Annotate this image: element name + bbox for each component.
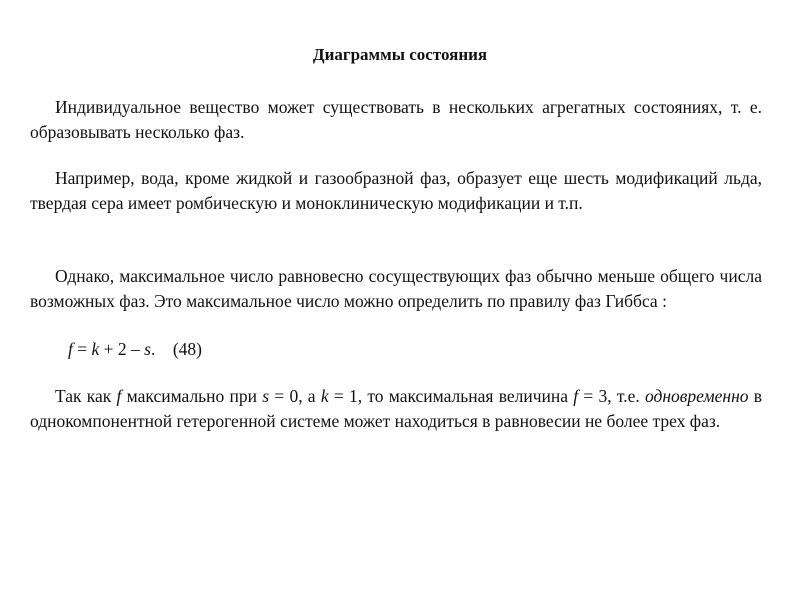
conclusion-var-s: s [262,386,270,406]
page-title: Диаграммы состояния [312,45,488,64]
conclusion-text-3: = 0, а [269,386,321,406]
formula-dot: . [150,339,156,359]
conclusion-var-k: k [320,386,329,406]
conclusion-var-f2: f [573,386,579,406]
formula-number: (48) [172,339,202,359]
conclusion-text-5: = 3, т.е. [578,386,645,406]
gibbs-phase-rule-formula [68,337,202,361]
conclusion-var-f1: f [116,386,122,406]
formula-equals: = [72,339,92,359]
conclusion-text-2: максимально при [121,386,263,406]
formula-s: s [144,339,151,359]
conclusion-emphasis: одновременно [644,386,749,406]
conclusion-text-6: в однокомпонентной гетерогенной системе может находиться в равновесии не более трех фаз. [30,386,763,431]
paragraph-water-example: Например, вода, кроме жидкой и газообразной фаз, образует еще шесть модификаций льда, твердая сера имеет ромбическую и моноклиническую модификации и т.п. [30,168,762,213]
paragraph-conclusion [30,384,762,433]
conclusion-text-1: Так как [55,386,117,406]
formula-k: k [91,339,100,359]
conclusion-text-4: = 1, то максимальная величина [328,386,574,406]
paragraph-phases-intro: Индивидуальное вещество может существовать в нескольких агрегатных состояниях, т. е. образовывать несколько фаз. [30,97,762,142]
formula-f: f [68,339,73,359]
formula-plus-two-minus: + 2 – [99,339,145,359]
paragraph-gibbs-rule: Однако, максимальное число равновесно сосуществующих фаз обычно меньше общего числа возможных фаз. Это максимальное число можно определить по правилу фаз Гиббса : [30,266,762,311]
